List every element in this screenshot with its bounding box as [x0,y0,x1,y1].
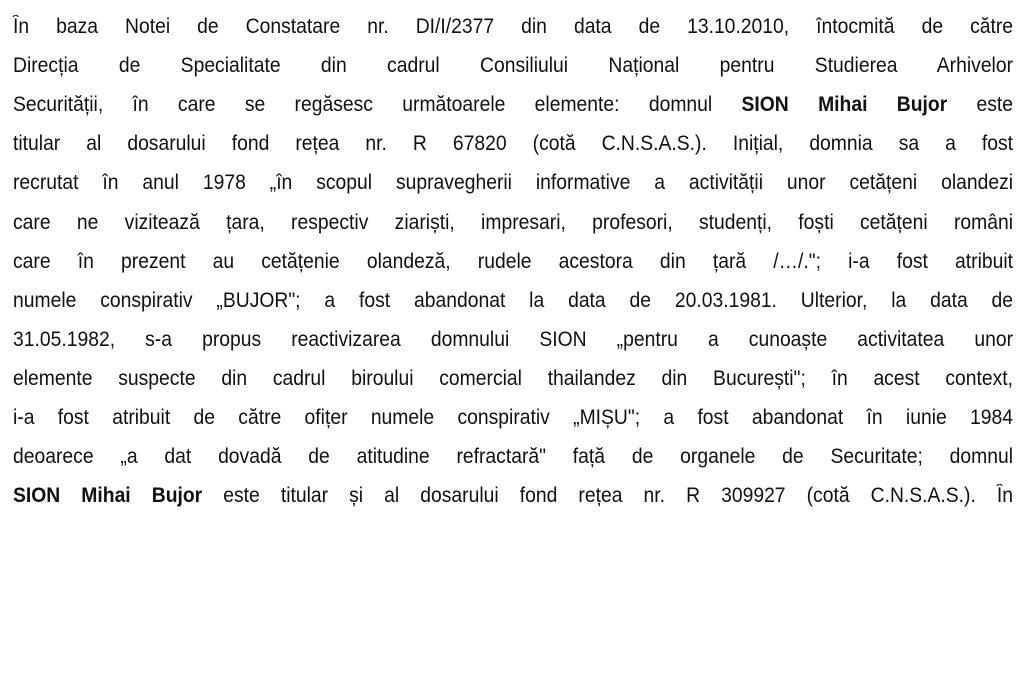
text-line [13,398,1013,438]
text-segment: Securității, în care se regăsesc următoarele elemente: domnul [13,93,742,116]
text-segment: numele conspirativ „BUJOR"; a fost abandonat la data de 20.03.1981. Ulterior, la data de [13,289,1014,312]
text-segment: i-a fost atribuit de către ofițer numele conspirativ „MIȘU"; a fost abandonat în iunie 1984 [13,406,1014,429]
text-segment: este [947,93,1014,116]
text-segment: care ne vizitează țara, respectiv ziariști, impresari, profesori, studenți, foști cetățeni români [13,211,1014,234]
text-segment: care în prezent au cetățenie olandeză, rudele acestora din țară /…/."; i-a fost atribuit [13,250,1014,273]
person-name-bold: SION Mihai Bujor [741,93,948,116]
text-segment: Direcția de Specialitate din cadrul Consiliului Național pentru Studierea Arhivelor [13,54,1014,77]
text-segment: recrutat în anul 1978 „în scopul supravegherii informative a activității unor cetățeni olandezi [13,171,1014,194]
person-name-bold: SION Mihai Bujor [13,484,203,507]
text-segment: deoarece „a dat dovadă de atitudine refractară" față de organele de Securitate; domnul [13,445,1014,468]
text-line [13,320,1013,360]
text-segment: 31.05.1982, s-a propus reactivizarea domnului SION „pentru a cunoaște activitatea unor [13,328,1014,351]
text-segment: titular al dosarului fond rețea nr. R 67820 (cotă C.N.S.A.S.). Inițial, domnia sa a fost [13,132,1014,155]
text-segment: este titular și al dosarului fond rețea nr. R 309927 (cotă C.N.S.A.S.). În [202,484,1014,507]
text-line [13,437,1013,477]
text-segment: elemente suspecte din cadrul biroului comercial thailandez din București"; în acest context, [13,367,1014,390]
text-line [13,124,1013,164]
text-line [13,242,1013,282]
text-line [13,359,1013,399]
text-line [13,476,1013,516]
document-page [13,0,1013,676]
text-line [13,163,1013,203]
text-line [13,203,1013,243]
text-line [13,281,1013,321]
text-segment: În baza Notei de Constatare nr. DI/I/2377 din data de 13.10.2010, întocmită de către [13,15,1014,38]
text-line [13,7,1013,47]
text-line [13,46,1013,86]
text-line [13,85,1013,125]
